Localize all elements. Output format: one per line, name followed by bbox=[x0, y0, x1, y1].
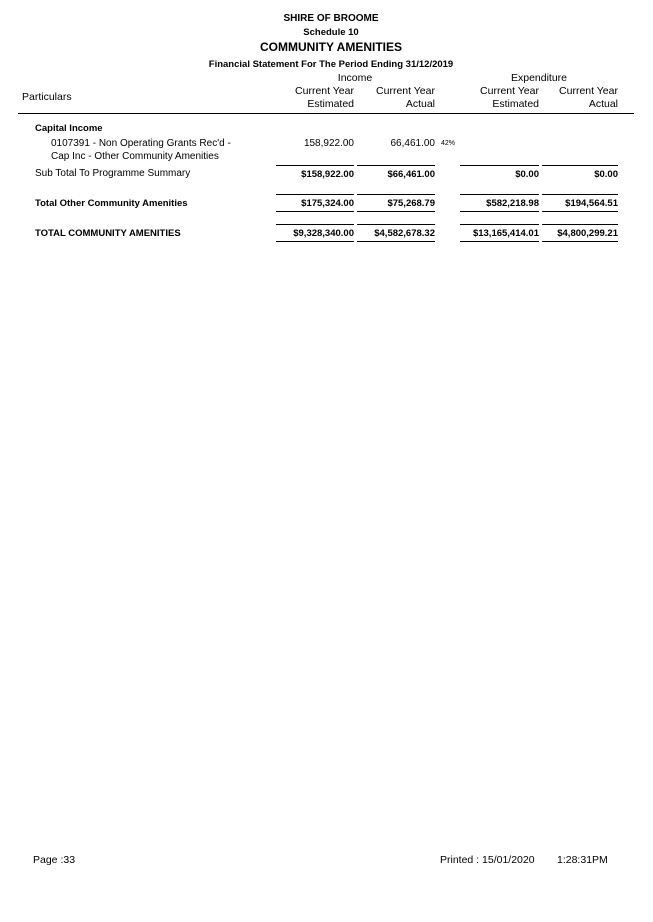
page-number: Page :33 bbox=[33, 854, 76, 866]
rule-total-under-income-act bbox=[357, 241, 435, 242]
subtotal-exp-estimated: $0.00 bbox=[515, 169, 539, 180]
printed-date: Printed : 15/01/2020 bbox=[440, 854, 535, 866]
rule-other-under-exp-est bbox=[460, 211, 539, 212]
income-estimated-header-line1: Current Year bbox=[295, 85, 354, 97]
rule-other-income-est bbox=[276, 194, 354, 195]
exp-actual-header-line2: Actual bbox=[588, 98, 618, 110]
rule-other-under-exp-act bbox=[542, 211, 618, 212]
rule-other-under-income-est bbox=[276, 211, 354, 212]
section-title: Capital Income bbox=[35, 123, 103, 134]
item-label-line2: Cap Inc - Other Community Amenities bbox=[51, 151, 219, 162]
total-community-label: TOTAL COMMUNITY AMENITIES bbox=[35, 228, 181, 239]
item-income-estimated: 158,922.00 bbox=[303, 138, 354, 149]
rule-other-exp-est bbox=[460, 194, 539, 195]
subtotal-exp-actual: $0.00 bbox=[594, 169, 618, 180]
expenditure-group-header: Expenditure bbox=[510, 72, 568, 84]
item-label-line1: 0107391 - Non Operating Grants Rec'd - bbox=[51, 138, 231, 149]
rule-total-under-income-est bbox=[276, 241, 354, 242]
exp-estimated-header-line2: Estimated bbox=[492, 98, 539, 110]
header-divider bbox=[18, 113, 634, 114]
total-other-label: Total Other Community Amenities bbox=[35, 198, 188, 209]
total-community-exp-actual: $4,800,299.21 bbox=[557, 228, 618, 239]
rule-total-income-act bbox=[357, 224, 435, 225]
total-community-income-estimated: $9,328,340.00 bbox=[293, 228, 354, 239]
income-group-header: Income bbox=[337, 72, 373, 84]
total-other-exp-estimated: $582,218.98 bbox=[486, 198, 539, 209]
rule-total-income-est bbox=[276, 224, 354, 225]
rule-other-income-act bbox=[357, 194, 435, 195]
rule-other-exp-act bbox=[542, 194, 618, 195]
rule-total-exp-act bbox=[542, 224, 618, 225]
total-community-income-actual: $4,582,678.32 bbox=[374, 228, 435, 239]
rule-subtotal-exp-est bbox=[460, 165, 539, 166]
total-community-exp-estimated: $13,165,414.01 bbox=[472, 228, 539, 239]
rule-subtotal-income-act bbox=[357, 165, 435, 166]
rule-total-under-exp-est bbox=[460, 241, 539, 242]
rule-total-exp-est bbox=[460, 224, 539, 225]
subtotal-label: Sub Total To Programme Summary bbox=[35, 168, 191, 179]
income-estimated-header-line2: Estimated bbox=[307, 98, 354, 110]
rule-other-under-income-act bbox=[357, 211, 435, 212]
subtotal-income-estimated: $158,922.00 bbox=[301, 169, 354, 180]
income-actual-header-line1: Current Year bbox=[376, 85, 435, 97]
subtotal-income-actual: $66,461.00 bbox=[387, 169, 435, 180]
report-title: COMMUNITY AMENITIES bbox=[259, 40, 403, 54]
org-name: SHIRE OF BROOME bbox=[283, 13, 379, 24]
item-income-actual: 66,461.00 bbox=[390, 138, 435, 149]
period-label: Financial Statement For The Period Ending 31/12/2019 bbox=[208, 59, 454, 70]
schedule-label: Schedule 10 bbox=[303, 27, 359, 38]
total-other-exp-actual: $194,564.51 bbox=[565, 198, 618, 209]
rule-subtotal-income-est bbox=[276, 165, 354, 166]
rule-total-under-exp-act bbox=[542, 241, 618, 242]
rule-subtotal-exp-act bbox=[542, 165, 618, 166]
income-actual-header-line2: Actual bbox=[405, 98, 435, 110]
total-other-income-actual: $75,268.79 bbox=[387, 198, 435, 209]
exp-estimated-header-line1: Current Year bbox=[480, 85, 539, 97]
exp-actual-header-line1: Current Year bbox=[559, 85, 618, 97]
item-percent: 42% bbox=[441, 140, 456, 147]
particulars-header: Particulars bbox=[22, 91, 72, 103]
printed-time: 1:28:31PM bbox=[557, 854, 608, 866]
total-other-income-estimated: $175,324.00 bbox=[301, 198, 354, 209]
